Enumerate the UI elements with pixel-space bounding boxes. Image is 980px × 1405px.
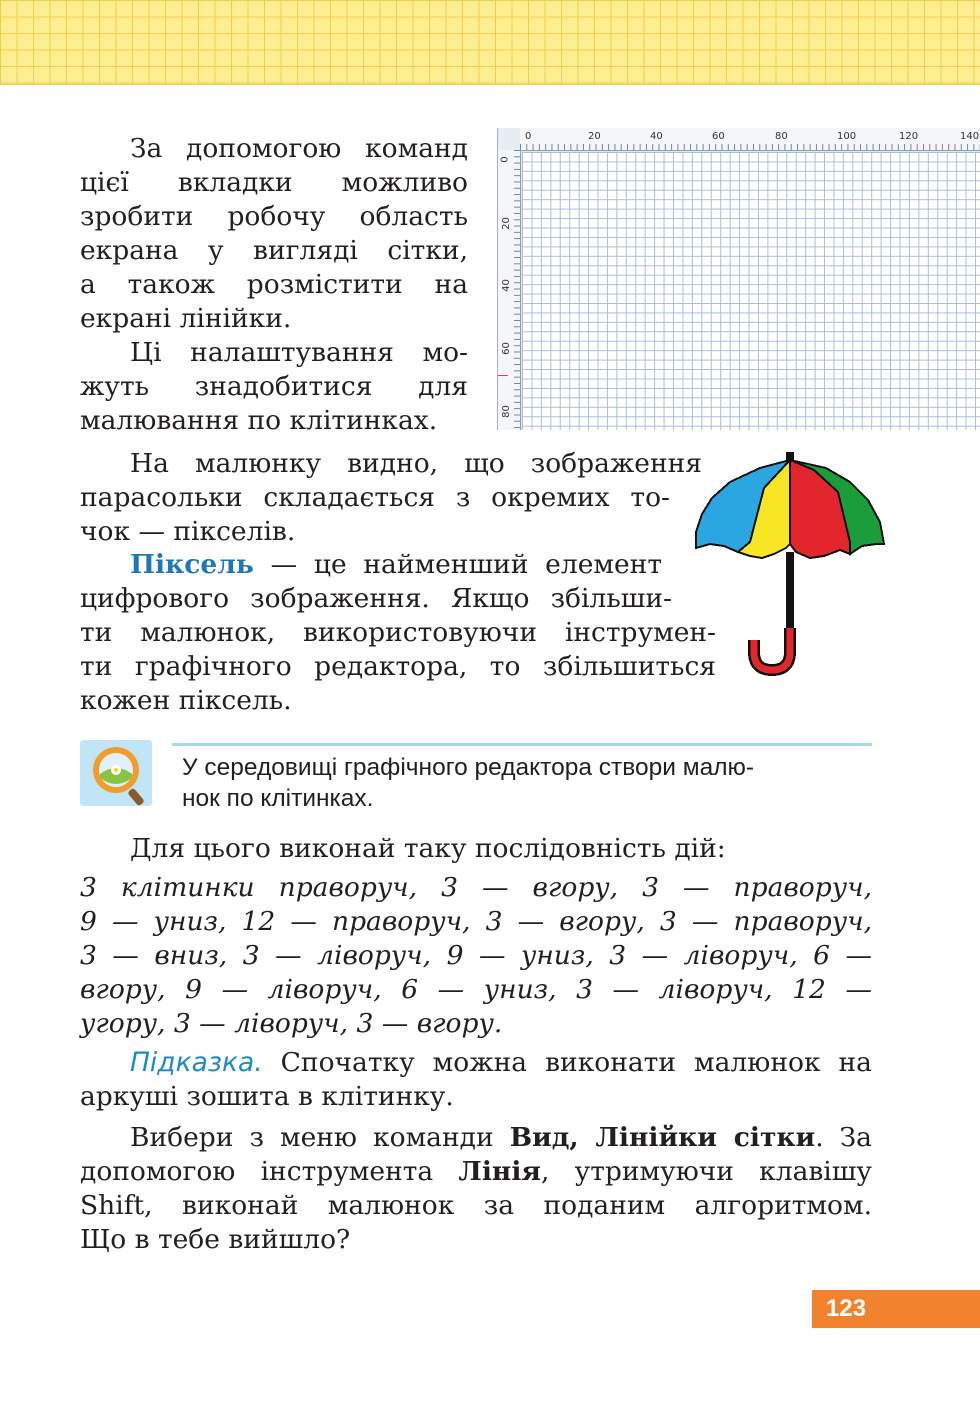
- text-line: [80, 548, 662, 582]
- text-fragment: Вибери з меню команди: [130, 1122, 510, 1153]
- magnifier-task-icon: [80, 740, 154, 808]
- text-line: аркуші зошита в клітинку.: [80, 1081, 454, 1112]
- text-line: парасольки складається з окремих то-: [80, 482, 670, 513]
- ruler-label: 80: [775, 131, 788, 142]
- top-grid-band: [0, 0, 980, 85]
- task-instruction: [182, 752, 872, 814]
- ruler-label: 0: [525, 131, 532, 142]
- task-divider: [172, 743, 872, 746]
- term-pixel: Піксель: [130, 549, 254, 580]
- text-line: а також розмістити на: [80, 269, 468, 300]
- hint-label: Підказка.: [130, 1047, 263, 1078]
- text-line: малювання по клітинках.: [80, 405, 438, 436]
- text-line: 3 клітинки праворуч, 3 — вгору, 3 — праворуч,: [80, 872, 872, 903]
- text-fragment: . За: [815, 1122, 872, 1153]
- ruler-label: 20: [500, 217, 512, 230]
- ruler-label: 0: [499, 156, 511, 163]
- umbrella-shaft: [786, 552, 794, 630]
- ruler-corner: [498, 128, 520, 150]
- text-fragment: — це найменший елемент: [253, 549, 662, 580]
- text-line: нок по клітинках.: [182, 785, 374, 812]
- text-line: Що в тебе вийшло?: [80, 1224, 351, 1255]
- ruler-label: 60: [712, 131, 725, 142]
- text-line: вгору, 9 — ліворуч, 6 — униз, 3 — ліворуч, 12 —: [80, 974, 872, 1005]
- ruler-label: 140: [960, 131, 980, 142]
- umbrella-tip: [786, 452, 794, 462]
- text-line: екрані лінійки.: [80, 303, 292, 334]
- instructions-paragraph: [80, 1121, 872, 1257]
- text-line: Shift, виконай малюнок за поданим алгоритмом.: [80, 1190, 872, 1221]
- ruler-label: 100: [837, 131, 857, 142]
- hint-paragraph: [80, 1046, 872, 1114]
- text-line: ти малюнок, використовуючи інструмен-: [80, 617, 716, 648]
- tool-name: Лінія: [458, 1156, 541, 1187]
- text-line: [80, 1155, 872, 1189]
- settings-paragraph: [80, 336, 468, 438]
- drawing-grid: [522, 152, 980, 430]
- text-line: зробити робочу область: [80, 201, 468, 232]
- text-line: 9 — униз, 12 — праворуч, 3 — вгору, 3 — праворуч,: [80, 906, 872, 937]
- text-line: [80, 1046, 872, 1080]
- text-line: угору, 3 — ліворуч, 3 — вгору.: [80, 1008, 503, 1039]
- text-line: екрана у вигляді сітки,: [80, 235, 468, 266]
- text-fragment: , утримуючи клавішу: [540, 1156, 872, 1187]
- umbrella-paragraph: [80, 447, 702, 549]
- menu-command: Вид, Лінійки сітки: [509, 1122, 816, 1153]
- text-line: цієї вкладки можливо: [80, 167, 468, 198]
- ruler-position-marker: [498, 375, 508, 376]
- ruler-label: 20: [588, 131, 601, 142]
- text-line: За допомогою команд: [130, 133, 468, 164]
- text-line: Ці налаштування мо-: [130, 337, 468, 368]
- text-line: кожен піксель.: [80, 685, 292, 716]
- pixel-definition-paragraph: [80, 548, 716, 718]
- algorithm-steps: [80, 871, 872, 1041]
- page-number: 123: [826, 1295, 867, 1322]
- text-line: Для цього виконай таку послідовність дій:: [130, 833, 726, 864]
- ruler-grid-screenshot: [497, 128, 980, 430]
- text-fragment: Спочатку можна виконати малюнок на: [262, 1047, 872, 1078]
- text-line: [80, 1121, 872, 1155]
- text-line: На малюнку видно, що зображення: [130, 448, 702, 479]
- text-line: цифрового зображення. Якщо збільши-: [80, 583, 672, 614]
- text-line: жуть знадобитися для: [80, 371, 468, 402]
- text-line: чок — пікселів.: [80, 516, 296, 547]
- intro-paragraph: [80, 132, 468, 336]
- ruler-label: 120: [899, 131, 919, 142]
- text-line: У середовищі графічного редактора створи малю-: [182, 754, 755, 781]
- text-fragment: допомогою інструмента: [80, 1156, 459, 1187]
- text-line: ти графічного редактора, то збільшиться: [80, 651, 716, 682]
- pixel-umbrella-illustration: [690, 452, 890, 677]
- sequence-intro: [80, 832, 872, 866]
- ruler-label: 60: [500, 342, 512, 355]
- ruler-label: 80: [500, 405, 512, 418]
- text-line: 3 — вниз, 3 — ліворуч, 9 — униз, 3 — ліворуч, 6 —: [80, 940, 872, 971]
- ruler-label: 40: [650, 131, 663, 142]
- ruler-label: 40: [500, 279, 512, 292]
